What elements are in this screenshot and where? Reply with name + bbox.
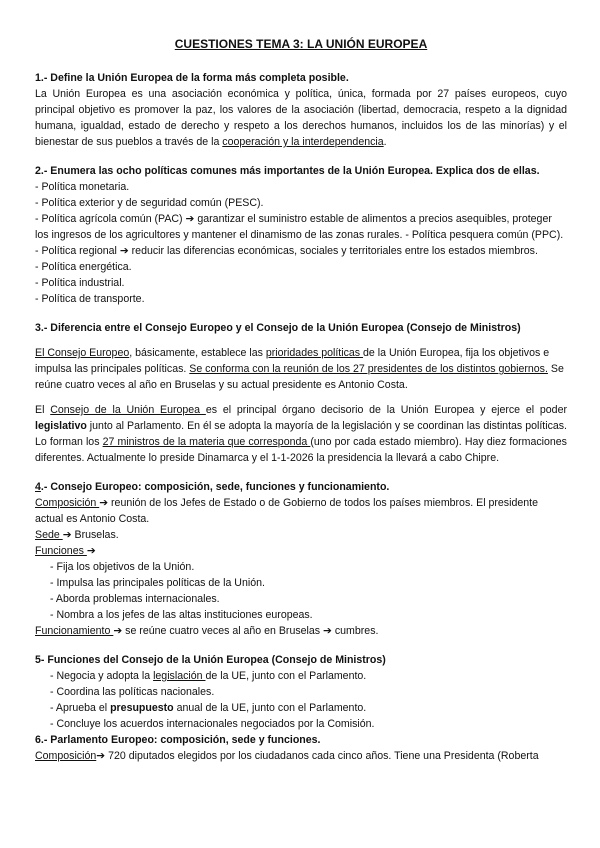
q2-item: - Política exterior y de seguridad común (PESC).: [35, 197, 264, 209]
arrow-right-icon: ➔: [185, 213, 195, 225]
arrow-right-icon: ➔: [323, 625, 332, 637]
q3-paragraph-consejo-ue: El Consejo de la Unión Europea es el principal órgano decisorio de la Unión Europea y ejerce el poder legislativo junto al Parlamento. En él se adopta la mayoría de la legislación y se coordinan las distintas políticas. Lo forman los 27 ministros de la materia que corresponda (uno por cada estado miembro). Hay diez formaciones diferentes. Actualmente lo preside Dinamarca y el 1-1-2026 la presidencia la llevará a cabo Chipre.: [35, 404, 567, 464]
q2-item: - Política regional ➔ reducir las diferencias económicas, sociales y territoriales entre los estados miembros.: [35, 245, 538, 257]
q4-funcion-item: - Fija los objetivos de la Unión.: [50, 561, 195, 573]
q5-item: - Coordina las políticas nacionales.: [50, 686, 215, 698]
arrow-right-icon: ➔: [99, 497, 109, 509]
q4-composicion: Composición ➔ reunión de los Jefes de Estado o de Gobierno de todos los países miembros. El presidente actual es Antonio Costa.: [35, 497, 538, 525]
q4-heading: 4.- Consejo Europeo: composición, sede, funciones y funcionamiento.: [35, 481, 390, 493]
arrow-right-icon: ➔: [86, 545, 96, 557]
q5-item: - Negocia y adopta la legislación de la UE, junto con el Parlamento.: [50, 670, 367, 682]
q2-item: - Política de transporte.: [35, 293, 145, 305]
q2-item: - Política industrial.: [35, 277, 125, 289]
q1-heading: 1.- Define la Unión Europea de la forma más completa posible.: [35, 72, 349, 84]
arrow-right-icon: ➔: [96, 750, 106, 762]
q1-answer: La Unión Europea es una asociación económica y política, única, formada por 27 países europeos, cuyo principal objetivo es promover la paz, los valores de la asociación (libertad, democracia, respeto a la dignidad humana, igualdad, estado de derecho y respeto a los derechos humanos, incluidos los de las minorías) y el bienestar de sus pueblos a través de la cooperación y la interdependencia.: [35, 88, 567, 148]
q2-heading: 2.- Enumera las ocho políticas comunes más importantes de la Unión Europea. Explica dos de ellas.: [35, 165, 540, 177]
q4-funcion-item: - Impulsa las principales políticas de la Unión.: [50, 577, 265, 589]
q5-item: - Aprueba el presupuesto anual de la UE, junto con el Parlamento.: [50, 702, 367, 714]
q2-item: - Política agrícola común (PAC) ➔ garantizar el suministro estable de alimentos a precios asequibles, proteger los ingresos de los agricultores y mantener el dinamismo de las zonas rurales. - Política pesquera común (PPC).: [35, 213, 564, 241]
arrow-right-icon: ➔: [62, 529, 72, 541]
arrow-right-icon: ➔: [119, 245, 129, 257]
q4-funcion-item: - Nombra a los jefes de las altas instituciones europeas.: [50, 609, 313, 621]
q3-paragraph-consejo-europeo: El Consejo Europeo, básicamente, establece las prioridades políticas de la Unión Europea, fija los objetivos e impulsa las principales políticas. Se conforma con la reunión de los 27 presidentes de los distintos gobiernos. Se reúne cuatro veces al año en Bruselas y su actual presidente es Antonio Costa.: [35, 347, 564, 391]
document-title: CUESTIONES TEMA 3: LA UNIÓN EUROPEA: [174, 37, 428, 51]
document-page: [35, 36, 567, 764]
q6-heading: 6.- Parlamento Europeo: composición, sede y funciones.: [35, 734, 321, 746]
q2-item: - Política monetaria.: [35, 181, 130, 193]
q4-funcionamiento: Funcionamiento ➔ se reúne cuatro veces al año en Bruselas ➔ cumbres.: [35, 625, 379, 637]
q5-item: - Concluye los acuerdos internacionales negociados por la Comisión.: [50, 718, 375, 730]
q2-item: - Política energética.: [35, 261, 132, 273]
q4-funcion-item: - Aborda problemas internacionales.: [50, 593, 220, 605]
q4-funciones: Funciones ➔: [35, 545, 96, 557]
q6-composicion: Composición➔ 720 diputados elegidos por los ciudadanos cada cinco años. Tiene una Presidenta (Roberta: [35, 750, 539, 762]
q5-heading: 5- Funciones del Consejo de la Unión Europea (Consejo de Ministros): [35, 654, 386, 666]
q4-sede: Sede ➔ Bruselas.: [35, 529, 119, 541]
q3-heading: 3.- Diferencia entre el Consejo Europeo y el Consejo de la Unión Europea (Consejo de Ministros): [35, 322, 521, 334]
arrow-right-icon: ➔: [113, 625, 123, 637]
